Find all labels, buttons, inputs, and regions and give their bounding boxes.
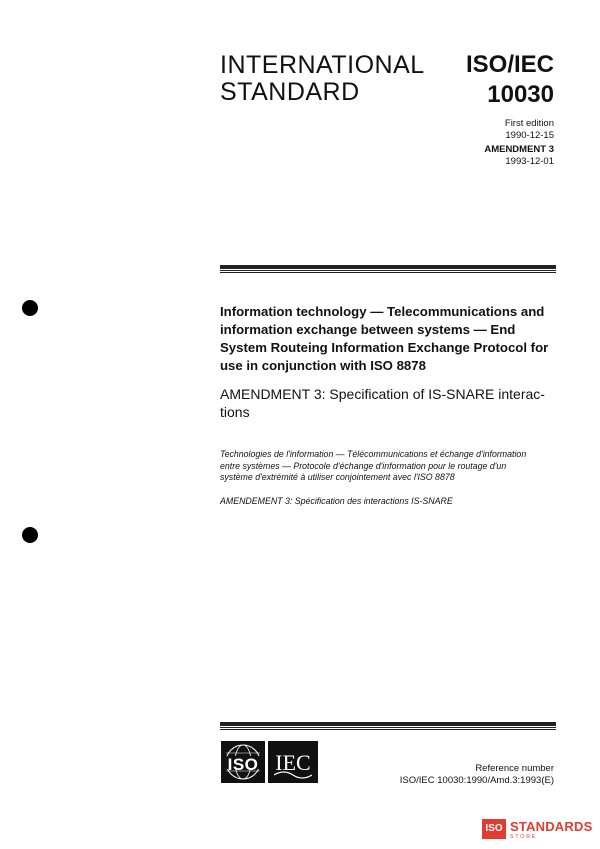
store-watermark — [482, 817, 592, 841]
title-line: information exchange between systems — End — [220, 322, 516, 337]
document-type-line1: INTERNATIONAL — [220, 51, 425, 79]
amendment-title-line: AMENDMENT 3: Specification of IS-SNARE interac- — [220, 386, 545, 402]
top-divider — [220, 265, 556, 273]
edition-info — [484, 118, 554, 168]
standard-org: ISO/IEC — [465, 51, 554, 78]
punch-hole-bottom — [22, 527, 38, 543]
iec-logo — [268, 741, 318, 783]
document-type-line2: STANDARD — [220, 78, 360, 106]
french-title-line: système d'extrémité à utiliser conjointement avec l'ISO 8878 — [220, 472, 455, 482]
standard-number: 10030 — [487, 81, 554, 108]
iso-logo-text: ISO — [227, 755, 259, 774]
amendment-label: AMENDMENT 3 — [484, 144, 554, 155]
watermark-iso-badge: ISO — [482, 819, 506, 839]
reference-label: Reference number — [475, 763, 554, 774]
bottom-divider — [220, 722, 556, 730]
iso-logo — [221, 741, 265, 783]
reference-value: ISO/IEC 10030:1990/Amd.3:1993(E) — [399, 775, 554, 786]
edition-date: 1990-12-15 — [505, 130, 554, 141]
watermark-text: STANDARDS — [510, 819, 593, 834]
watermark-subtext: STORE — [510, 834, 538, 840]
document-type — [220, 52, 425, 106]
edition-label: First edition — [504, 118, 554, 129]
standard-designation — [466, 50, 554, 110]
title-line: use in conjunction with ISO 8878 — [220, 358, 426, 373]
amendment-title-line: tions — [220, 404, 250, 420]
punch-hole-top — [22, 300, 38, 316]
reference-number — [400, 763, 554, 787]
amendment-date: 1993-12-01 — [505, 156, 554, 167]
french-amendment-title: AMENDEMENT 3: Spécification des interactions IS-SNARE — [220, 496, 453, 506]
iec-logo-text: IEC — [275, 750, 311, 775]
title-line: System Routeing Information Exchange Protocol for — [220, 340, 549, 355]
title-line: Information technology — Telecommunications and — [220, 304, 545, 319]
document-title — [220, 303, 560, 375]
french-title-line: Technologies de l'information — Télécommunications et échange d'information — [220, 449, 527, 459]
french-title — [220, 449, 565, 484]
french-title-line: entre systèmes — Protocole d'échange d'information pour le routage d'un — [220, 460, 507, 471]
amendment-title — [220, 385, 560, 421]
